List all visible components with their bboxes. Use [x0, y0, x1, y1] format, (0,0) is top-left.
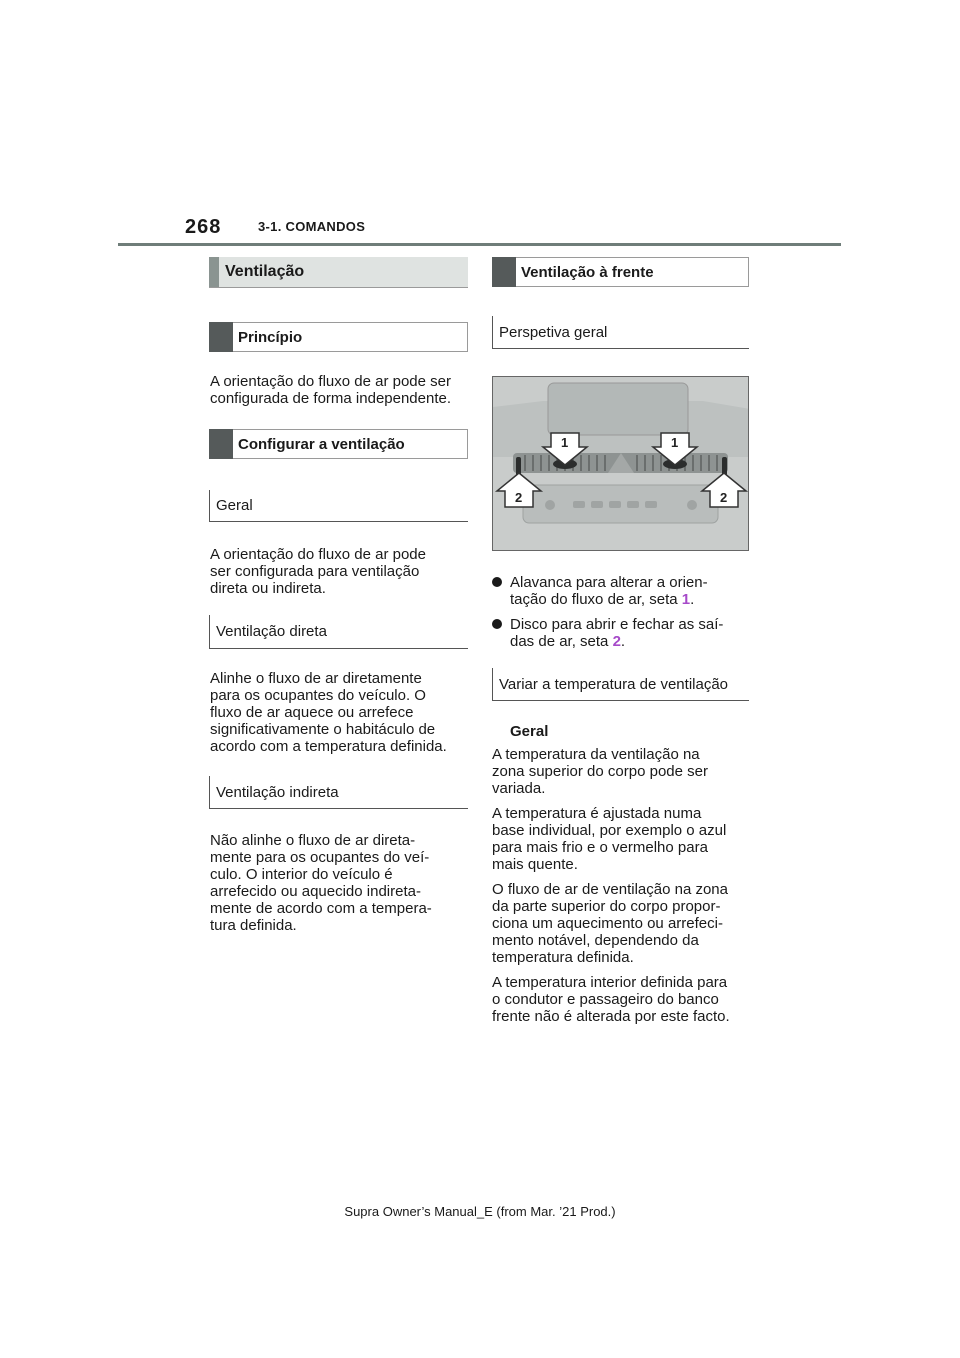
text-line: A temperatura é ajustada numa	[492, 805, 702, 822]
callout-2-left: 2	[515, 490, 523, 505]
ventilacao-frente-heading	[492, 257, 749, 287]
text-line: para mais frio e o vermelho para	[492, 839, 708, 856]
text-line: das de ar, seta 2.	[510, 633, 626, 650]
dashboard-vents-figure	[492, 376, 749, 551]
text-line: arrefecido ou aquecido indireta-	[210, 883, 421, 900]
text-line: variada.	[492, 780, 546, 797]
bullet-icon	[492, 577, 502, 587]
text-line: zona superior do corpo pode ser	[492, 763, 708, 780]
text-line: mento notável, dependendo da	[492, 932, 699, 949]
text-line: A temperatura da ventilação na	[492, 746, 700, 763]
text-line: ser configurada para ventilação	[210, 563, 420, 580]
temp-paragraph-2	[492, 805, 726, 873]
text-line: ciona um aquecimento ou arrefeci-	[492, 915, 723, 932]
ventilacao-heading	[209, 257, 468, 288]
text-line: mente para os ocupantes do veí-	[210, 849, 430, 866]
temp-paragraph-1	[492, 746, 708, 797]
section-title: 3-1. COMANDOS	[258, 219, 366, 234]
text-line: para os ocupantes do veículo. O	[210, 687, 426, 704]
text-line: O fluxo de ar de ventilação na zona	[492, 881, 728, 898]
manual-footer: Supra Owner’s Manual_E (from Mar. ’21 Prod.)	[344, 1204, 616, 1219]
direta-label: Ventilação direta	[216, 623, 327, 640]
principio-heading	[209, 322, 468, 352]
callout-1-right: 1	[671, 435, 679, 450]
variar-label: Variar a temperatura de ventilação	[499, 675, 729, 693]
principio-paragraph	[210, 373, 451, 407]
text-line: acordo com a temperatura definida.	[210, 738, 447, 755]
text-line: da parte superior do corpo propor-	[492, 898, 721, 915]
list-item	[492, 574, 749, 608]
text-line: direta ou indireta.	[210, 580, 326, 597]
direta-paragraph	[210, 670, 447, 755]
ventilacao-title: Ventilação	[225, 263, 305, 280]
text-line: Alavanca para alterar a orien-	[510, 574, 708, 591]
heading-accent-bar	[209, 322, 233, 352]
text-line: temperatura definida.	[492, 949, 634, 966]
text-line: Não alinhe o fluxo de ar direta-	[210, 832, 416, 849]
text-line: o condutor e passageiro do banco	[492, 991, 719, 1008]
text-line: significativamente o habitáculo de	[210, 721, 436, 738]
geral-paragraph	[210, 546, 426, 597]
text-line: base individual, por exemplo o azul	[492, 822, 727, 839]
text-line: A temperatura interior definida para	[492, 974, 728, 991]
header-rule	[118, 243, 841, 246]
principio-title: Princípio	[238, 328, 303, 346]
text-line: Disco para abrir e fechar as saí-	[510, 616, 724, 633]
heading-accent-bar	[209, 257, 219, 287]
text-line: tação do fluxo de ar, seta 1.	[510, 591, 695, 608]
text-line: Alinhe o fluxo de ar diretamente	[210, 670, 422, 687]
text-line: fluxo de ar aquece ou arrefece	[210, 704, 414, 721]
direta-label-box	[209, 615, 468, 649]
perspetiva-label: Perspetiva geral	[499, 323, 608, 341]
variar-label-box	[492, 668, 749, 701]
arrow-ref: 1	[681, 591, 691, 608]
geral-subheading: Geral	[510, 723, 549, 740]
text-line: mais quente.	[492, 856, 578, 873]
indireta-label: Ventilação indireta	[216, 783, 339, 801]
text-line: tura definida.	[210, 917, 297, 934]
temp-paragraph-3	[492, 881, 728, 966]
callout-2-right: 2	[720, 490, 728, 505]
vents-bullet-list	[492, 574, 749, 650]
indireta-label-box	[209, 776, 468, 809]
geral-label-box	[209, 490, 468, 522]
callout-1-left: 1	[561, 435, 569, 450]
text-line: frente não é alterada por este facto.	[492, 1008, 730, 1025]
text-line: configurada de forma independente.	[210, 390, 452, 407]
indireta-paragraph	[210, 832, 432, 934]
dashboard-illustration	[493, 377, 749, 551]
configurar-title: Configurar a ventilação	[238, 435, 405, 453]
heading-accent-bar	[492, 257, 516, 287]
text-line: A orientação do fluxo de ar pode	[210, 546, 426, 563]
arrow-ref: 2	[612, 633, 621, 650]
geral-label: Geral	[216, 497, 253, 514]
page-number: 268	[185, 216, 222, 238]
configurar-heading	[209, 429, 468, 459]
temp-paragraph-4	[492, 974, 730, 1025]
bullet-icon	[492, 619, 502, 629]
ventilacao-frente-title: Ventilação à frente	[521, 263, 654, 281]
text-line: mente de acordo com a tempera-	[210, 900, 432, 917]
text-line: culo. O interior do veículo é	[210, 866, 393, 883]
text-line: A orientação do fluxo de ar pode ser	[210, 373, 451, 390]
perspetiva-label-box	[492, 316, 749, 349]
heading-accent-bar	[209, 429, 233, 459]
list-item	[492, 616, 749, 650]
